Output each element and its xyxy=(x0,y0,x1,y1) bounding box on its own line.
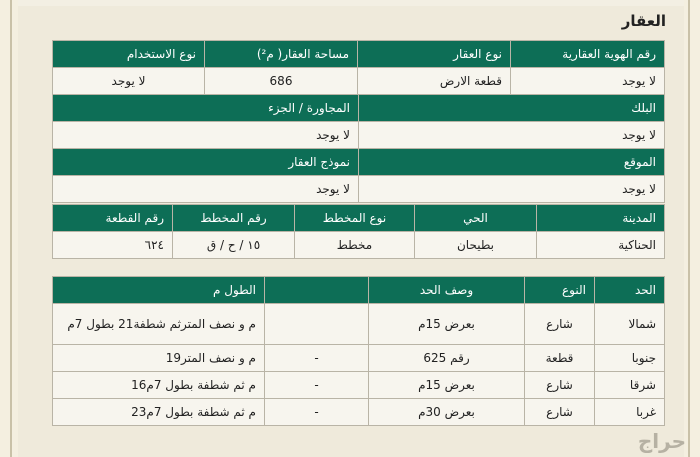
boundary-length: م و نصف المترثم شطفة21 بطول 7م xyxy=(53,304,265,345)
header-length: الطول م xyxy=(53,277,265,304)
boundary-type: قطعة xyxy=(525,345,595,372)
block-table xyxy=(52,94,665,149)
boundary-direction: شرقا xyxy=(595,372,665,399)
value-block: لا يوجد xyxy=(359,122,665,149)
boundary-extra: - xyxy=(265,345,369,372)
value-usage-type: لا يوجد xyxy=(53,68,205,95)
header-location: الموقع xyxy=(359,149,665,176)
header-neighborhood-part: المجاورة / الجزء xyxy=(53,95,359,122)
header-property-type: نوع العقار xyxy=(358,41,511,68)
value-property-id: لا يوجد xyxy=(511,68,665,95)
header-empty xyxy=(265,277,369,304)
boundary-type: شارع xyxy=(525,304,595,345)
value-location: لا يوجد xyxy=(359,176,665,203)
boundary-description: بعرض 15م xyxy=(369,304,525,345)
boundary-description: بعرض 30م xyxy=(369,399,525,426)
value-property-type: قطعة الارض xyxy=(358,68,511,95)
header-property-model: نموذج العقار xyxy=(53,149,359,176)
header-city: المدينة xyxy=(537,205,665,232)
boundary-extra xyxy=(265,304,369,345)
boundary-length: م ثم شطفة بطول 7م23 xyxy=(53,399,265,426)
value-neighborhood-part: لا يوجد xyxy=(53,122,359,149)
boundary-extra: - xyxy=(265,372,369,399)
watermark-logo: حراج xyxy=(637,429,686,453)
boundary-type: شارع xyxy=(525,372,595,399)
value-plan-type: مخطط xyxy=(295,232,415,259)
header-property-id: رقم الهوية العقارية xyxy=(511,41,665,68)
top-strip xyxy=(0,0,700,6)
value-city: الحناكية xyxy=(537,232,665,259)
boundary-description: رقم 625 xyxy=(369,345,525,372)
plan-table xyxy=(52,204,665,259)
boundary-direction: جنوبا xyxy=(595,345,665,372)
boundaries-table xyxy=(52,276,665,426)
value-property-area: 686 xyxy=(205,68,358,95)
header-district: الحي xyxy=(415,205,537,232)
location-table xyxy=(52,148,665,203)
header-plan-number: رقم المخطط xyxy=(173,205,295,232)
header-boundary-description: وصف الحد xyxy=(369,277,525,304)
value-plan-number: ١٥ / ح / ق xyxy=(173,232,295,259)
header-plan-type: نوع المخطط xyxy=(295,205,415,232)
left-margin xyxy=(0,0,18,457)
boundary-direction: غربا xyxy=(595,399,665,426)
property-info-table xyxy=(52,40,665,95)
value-parcel-number: ٦٢٤ xyxy=(53,232,173,259)
header-property-area: مساحة العقار( م²) xyxy=(205,41,358,68)
header-boundary-type: النوع xyxy=(525,277,595,304)
boundary-type: شارع xyxy=(525,399,595,426)
header-parcel-number: رقم القطعة xyxy=(53,205,173,232)
section-title: العقار xyxy=(621,12,666,30)
boundary-length: م ثم شطفة بطول 7م16 xyxy=(53,372,265,399)
boundary-description: بعرض 15م xyxy=(369,372,525,399)
header-usage-type: نوع الاستخدام xyxy=(53,41,205,68)
value-property-model: لا يوجد xyxy=(53,176,359,203)
right-margin xyxy=(684,0,700,457)
boundary-direction: شمالا xyxy=(595,304,665,345)
header-boundary: الحد xyxy=(595,277,665,304)
value-district: بطيحان xyxy=(415,232,537,259)
boundary-extra: - xyxy=(265,399,369,426)
header-block: البلك xyxy=(359,95,665,122)
boundary-length: م و نصف المتر19 xyxy=(53,345,265,372)
